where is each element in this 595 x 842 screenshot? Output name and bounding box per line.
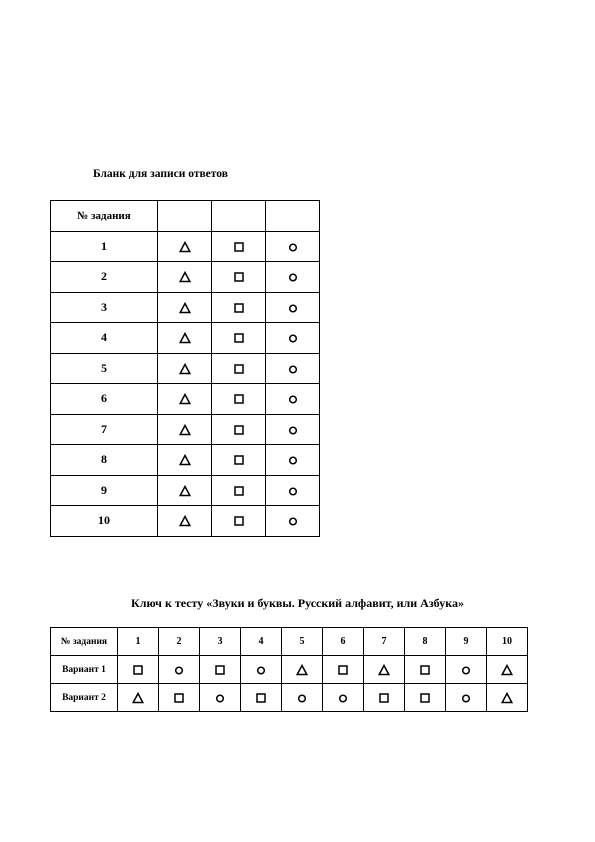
answer-option-cell[interactable] bbox=[266, 414, 320, 445]
square-icon bbox=[419, 664, 431, 676]
answer-option-cell[interactable] bbox=[266, 292, 320, 323]
answer-row bbox=[51, 292, 320, 323]
variant-label: Вариант 2 bbox=[51, 684, 118, 712]
square-icon bbox=[233, 515, 245, 527]
square-icon bbox=[233, 424, 245, 436]
circle-icon bbox=[287, 363, 299, 375]
triangle-icon bbox=[132, 692, 144, 704]
circle-icon bbox=[460, 664, 472, 676]
key-answer-cell bbox=[323, 656, 364, 684]
triangle-icon bbox=[378, 664, 390, 676]
triangle-icon bbox=[179, 271, 191, 283]
key-column-number: 9 bbox=[446, 628, 487, 656]
square-icon bbox=[233, 393, 245, 405]
variant-label: Вариант 1 bbox=[51, 656, 118, 684]
answer-option-cell[interactable] bbox=[158, 353, 212, 384]
square-icon bbox=[378, 692, 390, 704]
key-answer-cell bbox=[282, 684, 323, 712]
square-icon bbox=[214, 664, 226, 676]
key-answer-cell bbox=[282, 656, 323, 684]
key-column-number: 7 bbox=[364, 628, 405, 656]
task-number: 9 bbox=[51, 475, 158, 506]
answer-row bbox=[51, 506, 320, 537]
answer-option-cell[interactable] bbox=[212, 414, 266, 445]
key-column-number: 5 bbox=[282, 628, 323, 656]
answer-row bbox=[51, 262, 320, 293]
square-icon bbox=[233, 241, 245, 253]
answer-option-cell[interactable] bbox=[158, 292, 212, 323]
answer-row bbox=[51, 475, 320, 506]
triangle-icon bbox=[179, 454, 191, 466]
key-answer-cell bbox=[159, 684, 200, 712]
answer-option-cell[interactable] bbox=[266, 353, 320, 384]
answer-row bbox=[51, 231, 320, 262]
task-number: 4 bbox=[51, 323, 158, 354]
answer-row bbox=[51, 414, 320, 445]
key-column-number: 4 bbox=[241, 628, 282, 656]
key-answer-cell bbox=[200, 684, 241, 712]
square-icon bbox=[419, 692, 431, 704]
key-answer-cell bbox=[446, 684, 487, 712]
key-column-number: 10 bbox=[487, 628, 528, 656]
triangle-icon bbox=[296, 664, 308, 676]
circle-icon bbox=[287, 332, 299, 344]
answer-sheet-table bbox=[50, 200, 320, 537]
answer-option-cell[interactable] bbox=[212, 506, 266, 537]
circle-icon bbox=[337, 692, 349, 704]
square-icon bbox=[233, 363, 245, 375]
answer-option-cell[interactable] bbox=[212, 384, 266, 415]
answer-option-cell[interactable] bbox=[212, 353, 266, 384]
key-answer-cell bbox=[241, 684, 282, 712]
key-column-number: 2 bbox=[159, 628, 200, 656]
circle-icon bbox=[287, 424, 299, 436]
key-variant-row bbox=[51, 684, 528, 712]
triangle-icon bbox=[179, 485, 191, 497]
task-number: 8 bbox=[51, 445, 158, 476]
answer-option-cell[interactable] bbox=[266, 231, 320, 262]
square-icon bbox=[132, 664, 144, 676]
answer-option-cell[interactable] bbox=[266, 384, 320, 415]
square-icon bbox=[233, 454, 245, 466]
answer-row bbox=[51, 445, 320, 476]
answer-option-cell[interactable] bbox=[158, 475, 212, 506]
key-column-number: 8 bbox=[405, 628, 446, 656]
circle-icon bbox=[287, 241, 299, 253]
header-empty-cell bbox=[266, 201, 320, 232]
key-header-row bbox=[51, 628, 528, 656]
circle-icon bbox=[287, 454, 299, 466]
task-number-header: № задания bbox=[51, 628, 118, 656]
answer-header-row bbox=[51, 201, 320, 232]
circle-icon bbox=[214, 692, 226, 704]
square-icon bbox=[255, 692, 267, 704]
square-icon bbox=[233, 271, 245, 283]
answer-option-cell[interactable] bbox=[212, 445, 266, 476]
answer-option-cell[interactable] bbox=[158, 414, 212, 445]
triangle-icon bbox=[179, 424, 191, 436]
key-answer-cell bbox=[364, 684, 405, 712]
answer-option-cell[interactable] bbox=[212, 475, 266, 506]
task-number: 5 bbox=[51, 353, 158, 384]
key-answer-cell bbox=[200, 656, 241, 684]
key-column-number: 3 bbox=[200, 628, 241, 656]
key-column-number: 6 bbox=[323, 628, 364, 656]
triangle-icon bbox=[501, 664, 513, 676]
header-empty-cell bbox=[212, 201, 266, 232]
answer-option-cell[interactable] bbox=[158, 323, 212, 354]
key-answer-cell bbox=[446, 656, 487, 684]
task-number: 10 bbox=[51, 506, 158, 537]
answer-option-cell[interactable] bbox=[266, 262, 320, 293]
circle-icon bbox=[173, 664, 185, 676]
key-answer-cell bbox=[405, 684, 446, 712]
answer-key-title: Ключ к тесту «Звуки и буквы. Русский алфавит, или Азбука» bbox=[131, 596, 464, 610]
task-number: 6 bbox=[51, 384, 158, 415]
answer-option-cell[interactable] bbox=[212, 262, 266, 293]
circle-icon bbox=[255, 664, 267, 676]
answer-row bbox=[51, 323, 320, 354]
circle-icon bbox=[296, 692, 308, 704]
circle-icon bbox=[287, 515, 299, 527]
answer-option-cell[interactable] bbox=[158, 262, 212, 293]
answer-option-cell[interactable] bbox=[212, 323, 266, 354]
triangle-icon bbox=[179, 393, 191, 405]
triangle-icon bbox=[179, 332, 191, 344]
answer-row bbox=[51, 384, 320, 415]
answer-option-cell[interactable] bbox=[158, 445, 212, 476]
answer-sheet-title: Бланк для записи ответов bbox=[93, 168, 228, 180]
key-answer-cell bbox=[159, 656, 200, 684]
triangle-icon bbox=[179, 515, 191, 527]
triangle-icon bbox=[501, 692, 513, 704]
circle-icon bbox=[287, 302, 299, 314]
answer-option-cell[interactable] bbox=[266, 506, 320, 537]
circle-icon bbox=[287, 393, 299, 405]
key-answer-cell bbox=[118, 684, 159, 712]
answer-row bbox=[51, 353, 320, 384]
key-answer-cell bbox=[364, 656, 405, 684]
answer-option-cell[interactable] bbox=[158, 506, 212, 537]
answer-option-cell[interactable] bbox=[212, 231, 266, 262]
triangle-icon bbox=[179, 363, 191, 375]
key-variant-row bbox=[51, 656, 528, 684]
square-icon bbox=[233, 485, 245, 497]
header-empty-cell bbox=[158, 201, 212, 232]
answer-option-cell[interactable] bbox=[266, 475, 320, 506]
square-icon bbox=[233, 302, 245, 314]
circle-icon bbox=[287, 271, 299, 283]
answer-option-cell[interactable] bbox=[158, 384, 212, 415]
key-column-number: 1 bbox=[118, 628, 159, 656]
answer-option-cell[interactable] bbox=[158, 231, 212, 262]
task-number: 2 bbox=[51, 262, 158, 293]
key-answer-cell bbox=[118, 656, 159, 684]
square-icon bbox=[173, 692, 185, 704]
square-icon bbox=[337, 664, 349, 676]
triangle-icon bbox=[179, 241, 191, 253]
triangle-icon bbox=[179, 302, 191, 314]
circle-icon bbox=[287, 485, 299, 497]
task-number-header: № задания bbox=[51, 201, 158, 232]
key-answer-cell bbox=[241, 656, 282, 684]
task-number: 3 bbox=[51, 292, 158, 323]
task-number: 1 bbox=[51, 231, 158, 262]
key-answer-cell bbox=[487, 684, 528, 712]
key-answer-cell bbox=[323, 684, 364, 712]
answer-option-cell[interactable] bbox=[266, 323, 320, 354]
key-answer-cell bbox=[487, 656, 528, 684]
answer-option-cell[interactable] bbox=[212, 292, 266, 323]
key-answer-cell bbox=[405, 656, 446, 684]
answer-option-cell[interactable] bbox=[266, 445, 320, 476]
answer-key-table bbox=[50, 627, 528, 712]
task-number: 7 bbox=[51, 414, 158, 445]
square-icon bbox=[233, 332, 245, 344]
circle-icon bbox=[460, 692, 472, 704]
